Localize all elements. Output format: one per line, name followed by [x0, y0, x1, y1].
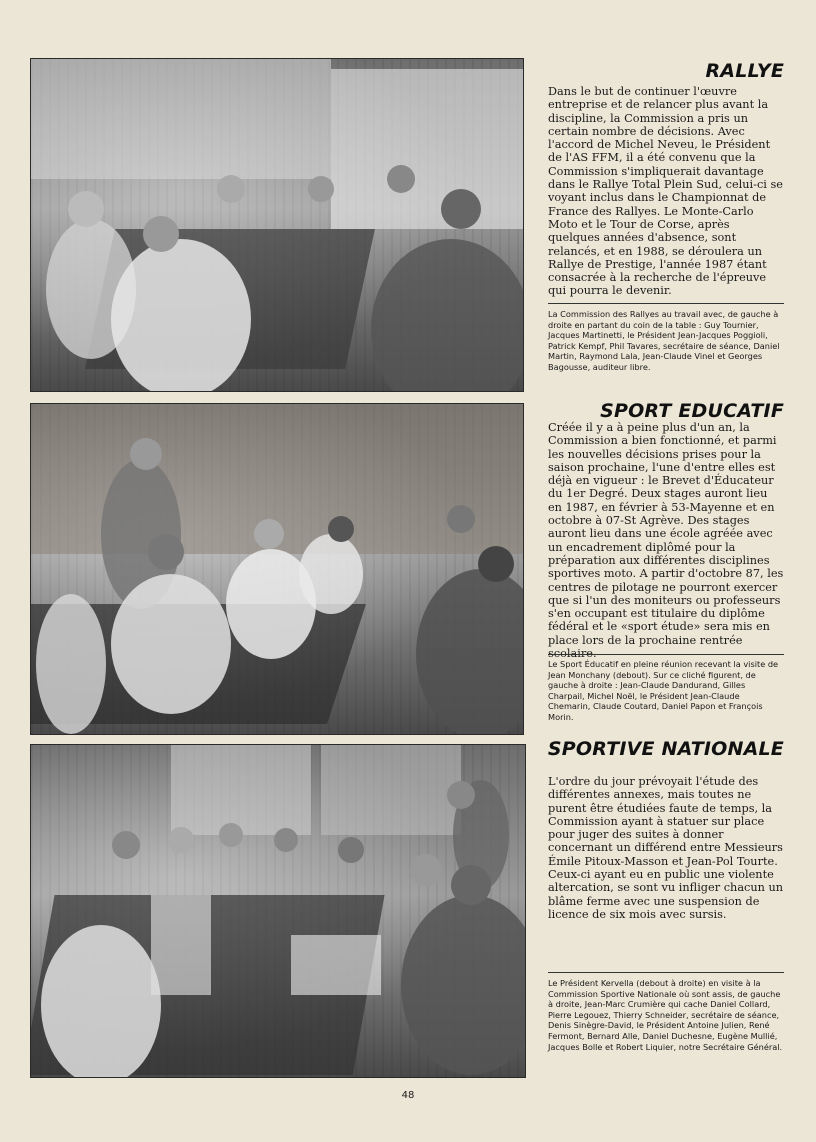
section-body-sport-educatif: Créée il y a à peine plus d'un an, la Commission a bien fonctionné, et parmi les nouvelles décisions prises pour la saison prochaine, l'une d'entre elles est déjà en vigueur : le Brevet d'Éducateur du 1er Degré. Deux stages auront lieu en 1987, en février à 53-Mayenne et en octobre à 07-St Agrève. Des stages auront lieu dans une école agréée avec un encadrement diplômé pour la préparation aux différentes disciplines sportives moto. A partir d'octobre 87, les centres de pilotage ne pourront exercer que si l'un des moniteurs ou professeurs s'en occupant est titulaire du diplôme fédéral et le «sport étude» sera mis en place lors de la prochaine rentrée scolaire.: [548, 421, 784, 661]
section-heading-rallye: RALLYE: [705, 60, 784, 82]
photo-sportive-nationale: [30, 744, 526, 1078]
caption-divider: [548, 303, 784, 304]
photo-sport-educatif-scene: [31, 404, 523, 734]
photo-rallye-commission: [30, 58, 524, 392]
photo-sportive-nationale-scene: [31, 745, 525, 1077]
page-number: 48: [401, 1090, 415, 1101]
caption-divider: [548, 972, 784, 973]
section-body-rallye: Dans le but de continuer l'œuvre entreprise et de relancer plus avant la discipline, la Commission a pris un certain nombre de décisions. Avec l'accord de Michel Neveu, le Président de l'AS FFM, il a été convenu que la Commission s'impliquerait davantage dans le Rallye Total Plein Sud, celui-ci se voyant inclus dans le Championnat de France des Rallyes. Le Monte-Carlo Moto et le Tour de Corse, après quelques années d'absence, sont relancés, et en 1988, se déroulera un Rallye de Prestige, l'année 1987 étant consacrée à la recherche de l'épreuve qui pourra le devenir.: [548, 85, 783, 298]
section-heading-sport-educatif: SPORT EDUCATIF: [600, 400, 784, 422]
section-heading-sportive-nationale: SPORTIVE NATIONALE: [547, 738, 784, 760]
caption-sportive-nationale: Le Président Kervella (debout à droite) en visite à la Commission Sportive Nationale où sont assis, de gauche à droite, Jean-Marc Crumière qui cache Daniel Collard, Pierre Legouez, Thierry Schneider, secrétaire de séance, Denis Sinègre-David, le Président Antoine Julien, René Fermont, Bernard Alle, Daniel Duchesne, Eugène Mullié, Jacques Bolle et Robert Liquier, notre Secrétaire Général.: [548, 978, 783, 1052]
photo-rallye-scene: [31, 59, 523, 391]
section-sportive-nationale: [538, 738, 784, 1088]
caption-divider: [548, 654, 784, 655]
section-rallye: [538, 60, 784, 400]
section-body-sportive-nationale: L'ordre du jour prévoyait l'étude des différentes annexes, mais toutes ne purent être étudiées faute de temps, la Commission ayant à statuer sur place pour juger des suites à donner concernant un différend entre Messieurs Émile Pitoux-Masson et Jean-Pol Tourte. Ceux-ci ayant eu en public une violente altercation, se sont vu infliger chacun un blâme ferme avec une suspension de licence de six mois avec sursis.: [548, 775, 784, 921]
section-sport-educatif: [538, 400, 784, 740]
caption-sport-educatif: Le Sport Éducatif en pleine réunion recevant la visite de Jean Monchany (debout). Sur ce cliché figurent, de gauche à droite : Jean-Claude Dandurand, Gilles Charpail, Michel Noël, le Président Jean-Claude Chemarin, Claude Coutard, Daniel Papon et François Morin.: [548, 659, 779, 722]
caption-rallye: La Commission des Rallyes au travail avec, de gauche à droite en partant du coin de la table : Guy Tournier, Jacques Martinetti, le Président Jean-Jacques Poggioli, Patrick Kempf, Phil Tavares, secrétaire de séance, Daniel Martin, Raymond Lala, Jean-Claude Vinel et Georges Bagousse, auditeur libre.: [548, 309, 780, 372]
photo-sport-educatif: [30, 403, 524, 735]
